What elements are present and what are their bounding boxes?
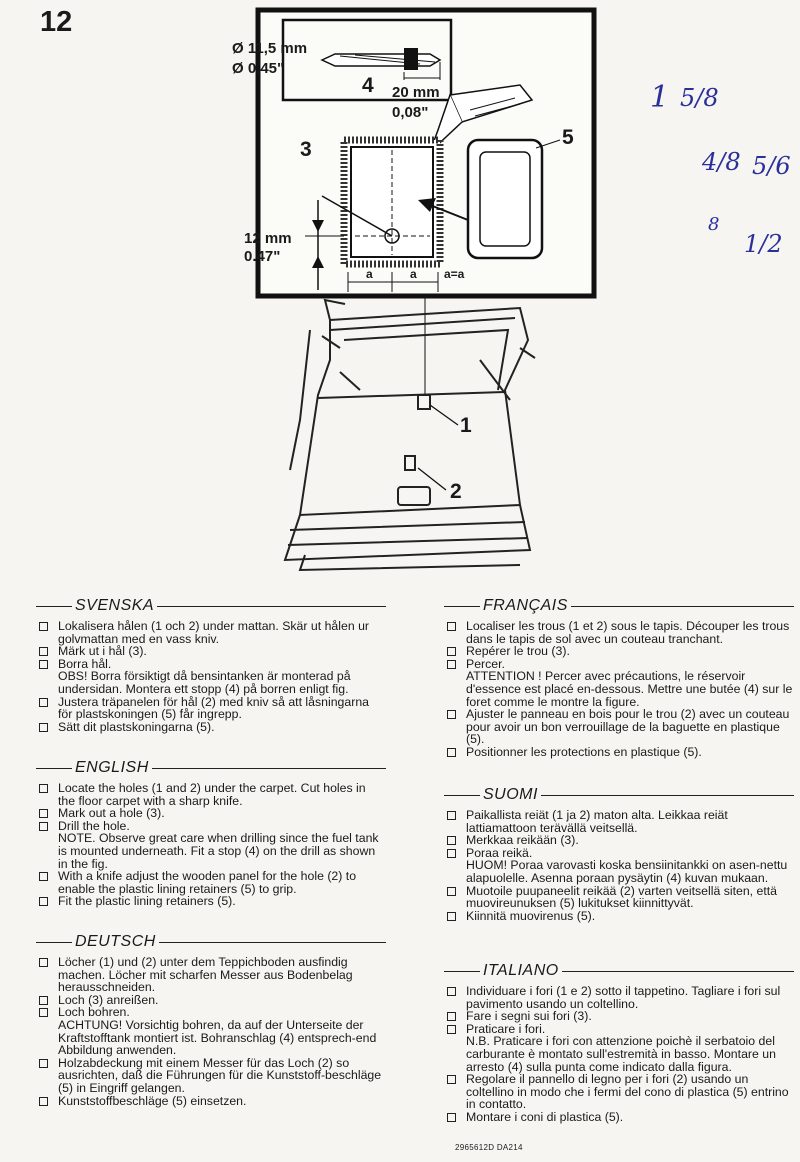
- callout-2: 2: [450, 480, 462, 503]
- checkbox-icon: [447, 1075, 456, 1084]
- checkbox-icon: [447, 1025, 456, 1034]
- section-francais: [444, 596, 794, 759]
- item-note: ATTENTION ! Percer avec précautions, le réservoir d'essence est placé en-dessous. Mettre une butée (4) sur le foret comme le montre la figure.: [466, 669, 793, 709]
- section-suomi: [444, 785, 794, 922]
- item-text: Borra hål.: [58, 656, 112, 671]
- vehicle-rear-outline: [285, 300, 535, 570]
- checkbox-icon: [39, 1008, 48, 1017]
- drill-diameter-mm: Ø 11,5 mm: [232, 40, 308, 57]
- checkbox-icon: [39, 897, 48, 906]
- checkbox-icon: [447, 836, 456, 845]
- dim-a-equal: a=a: [444, 267, 465, 281]
- checkbox-icon: [447, 1012, 456, 1021]
- section-italiano: [444, 961, 794, 1124]
- list-item: [36, 820, 386, 833]
- list-item: [444, 1073, 794, 1111]
- checkbox-icon: [39, 622, 48, 631]
- list-item: [36, 895, 386, 908]
- list-item: [444, 746, 794, 759]
- checkbox-icon: [447, 849, 456, 858]
- checkbox-icon: [39, 822, 48, 831]
- checkbox-icon: [39, 784, 48, 793]
- list-item: [36, 956, 386, 994]
- item-text: Fit the plastic lining retainers (5).: [58, 894, 236, 909]
- dim-a-left: a: [366, 267, 373, 281]
- item-text: Paikallista reiät (1 ja 2) maton alta. Leikkaa reiät lattiamattoon terävällä veitsellä.: [466, 808, 728, 835]
- item-text: Justera träpanelen för hål (2) med kniv så att låsningarna för plastskoningen (5) får ingrepp.: [58, 694, 370, 722]
- list-item: [444, 1023, 794, 1036]
- callout-4: 4: [362, 74, 374, 97]
- checkbox-icon: [39, 723, 48, 732]
- checkbox-icon: [39, 809, 48, 818]
- item-text: Kunststoffbeschläge (5) einsetzen.: [58, 1093, 247, 1108]
- checkbox-icon: [39, 698, 48, 707]
- item-note: HUOM! Poraa varovasti koska bensiinitankki on asen-nettu alapuolelle. Asenna poraan pysäytin (4) kuvan mukaan.: [466, 858, 788, 885]
- item-text: Localiser les trous (1 et 2) sous le tapis. Découper les trous dans le tapis de sol avec un couteau tranchant.: [466, 619, 790, 646]
- list-item: [444, 620, 794, 645]
- item-note: N.B. Praticare i fori con attenzione poichè il serbatoio del carburante è montato sull'estremità in basso. Montare un arresto (4) sulla punta come indicato dalla figura.: [466, 1034, 776, 1074]
- checkbox-icon: [447, 647, 456, 656]
- list-item: [36, 658, 386, 671]
- list-item: [444, 985, 794, 1010]
- item-text: Drill the hole.: [58, 818, 130, 833]
- item-note: NOTE. Observe great care when drilling since the fuel tank is mounted underneath. Fit a stop (4) on the drill as shown in the fig.: [58, 831, 379, 871]
- item-text: Sätt dit plastskoningarna (5).: [58, 719, 215, 734]
- item-text: Percer.: [466, 656, 505, 671]
- checkbox-icon: [39, 872, 48, 881]
- offset-mm: 12 mm: [244, 230, 292, 247]
- list-item: [36, 870, 386, 895]
- list-item: [444, 1111, 794, 1124]
- item-text: Individuare i fori (1 e 2) sotto il tappetino. Tagliare i fori sul pavimento usando un coltellino.: [466, 984, 781, 1011]
- section-title: FRANÇAIS: [480, 596, 571, 616]
- item-text: Merkkaa reikään (3).: [466, 833, 579, 848]
- checkbox-icon: [39, 647, 48, 656]
- drill-diameter-in: Ø 0,45": [232, 60, 285, 77]
- checkbox-icon: [39, 1097, 48, 1106]
- checkbox-icon: [447, 811, 456, 820]
- item-text: Locate the holes (1 and 2) under the carpet. Cut holes in the floor carpet with a sharp knife.: [58, 781, 366, 808]
- item-text: Loch bohren.: [58, 1005, 130, 1020]
- list-item: [444, 885, 794, 910]
- handwritten-note-5: 8: [708, 214, 720, 235]
- list-item: [444, 708, 794, 746]
- item-text: Holzabdeckung mit einem Messer für das Loch (2) so ausrichten, daß die Führungen für die Kunststoff-beschläge (5) in Eingriff gelangen.: [58, 1055, 382, 1095]
- item-text: Poraa reikä.: [466, 845, 533, 860]
- stop-length-in: 0,08": [392, 104, 429, 121]
- list-item: [444, 809, 794, 834]
- handwritten-note-3: 4/8: [702, 148, 741, 176]
- checkbox-icon: [447, 887, 456, 896]
- list-item: [36, 1006, 386, 1019]
- item-text: Mark out a hole (3).: [58, 806, 165, 821]
- list-item: [444, 658, 794, 671]
- item-text: Repérer le trou (3).: [466, 644, 570, 659]
- list-item: [36, 1095, 386, 1108]
- checkbox-icon: [447, 1113, 456, 1122]
- item-text: Muotoile puupaneelit reikää (2) varten veitsellä siten, että muovireunuksen (5) lukitukset kiinnittyvät.: [466, 883, 778, 911]
- checkbox-icon: [447, 622, 456, 631]
- section-title: SVENSKA: [72, 596, 157, 616]
- item-text: Montare i coni di plastica (5).: [466, 1109, 624, 1124]
- section-english: [36, 758, 386, 908]
- stop-length-mm: 20 mm: [392, 84, 440, 101]
- item-text: Lokalisera hålen (1 och 2) under mattan. Skär ut hålen ur golvmattan med en vass kniv.: [58, 619, 370, 646]
- item-note: ACHTUNG! Vorsichtig bohren, da auf der Unterseite der Kraftstofftank montiert ist. Bohranschlag (4) entsprech-end Abbildung anwenden.: [58, 1017, 377, 1058]
- item-text: Praticare i fori.: [466, 1021, 546, 1036]
- list-item: [36, 782, 386, 807]
- item-text: Fare i segni sui fori (3).: [466, 1009, 592, 1024]
- section-svenska: [36, 596, 386, 733]
- item-note: OBS! Borra försiktigt då bensintanken är monterad på undersidan. Montera ett stopp (4) på borren enligt fig.: [58, 669, 351, 696]
- item-text: Ajuster le panneau en bois pour le trou (2) avec un couteau pour avoir un bon verrouillage de la baguette en plastique (5).: [466, 707, 790, 747]
- item-text: Kiinnitä muovirenus (5).: [466, 908, 596, 923]
- checkbox-icon: [447, 987, 456, 996]
- callout-5: 5: [562, 126, 574, 149]
- checkbox-icon: [39, 996, 48, 1005]
- handwritten-note-4: 5/6: [752, 152, 791, 180]
- list-item: [444, 910, 794, 923]
- offset-in: 0.47": [244, 248, 281, 265]
- section-title: ENGLISH: [72, 758, 152, 778]
- handwritten-note-2: 5/8: [680, 84, 719, 112]
- page-number: 12: [40, 6, 73, 38]
- item-text: Positionner les protections en plastique (5).: [466, 744, 702, 759]
- list-item: [444, 847, 794, 860]
- list-item: [36, 1057, 386, 1095]
- section-title: SUOMI: [480, 785, 541, 805]
- section-title: ITALIANO: [480, 961, 562, 981]
- section-deutsch: [36, 932, 386, 1107]
- section-title: DEUTSCH: [72, 932, 159, 952]
- checkbox-icon: [39, 1059, 48, 1068]
- list-item: [36, 620, 386, 645]
- item-text: Löcher (1) und (2) unter dem Teppichboden ausfindig machen. Löcher mit scharfen Messer aus Bodenbelag herausschneiden.: [58, 955, 353, 995]
- document-code: 2965612D DA214: [455, 1143, 523, 1152]
- checkbox-icon: [447, 710, 456, 719]
- checkbox-icon: [39, 958, 48, 967]
- item-text: Loch (3) anreißen.: [58, 992, 159, 1007]
- checkbox-icon: [447, 748, 456, 757]
- list-item: [36, 721, 386, 734]
- checkbox-icon: [447, 912, 456, 921]
- handwritten-note-1: 1: [650, 80, 670, 115]
- checkbox-icon: [447, 660, 456, 669]
- callout-3: 3: [300, 138, 312, 161]
- item-text: Märk ut i hål (3).: [58, 644, 147, 659]
- callout-1: 1: [460, 414, 472, 437]
- handwritten-note-6: 1/2: [744, 230, 783, 258]
- item-text: With a knife adjust the wooden panel for the hole (2) to enable the plastic lining retainers (5) to grip.: [58, 869, 357, 896]
- list-item: [36, 696, 386, 721]
- item-text: Regolare il pannello di legno per i fori (2) usando un coltellino in modo che i fermi del cono di plastica (5) entrino in contatto.: [466, 1072, 789, 1112]
- dim-a-right: a: [410, 267, 417, 281]
- checkbox-icon: [39, 660, 48, 669]
